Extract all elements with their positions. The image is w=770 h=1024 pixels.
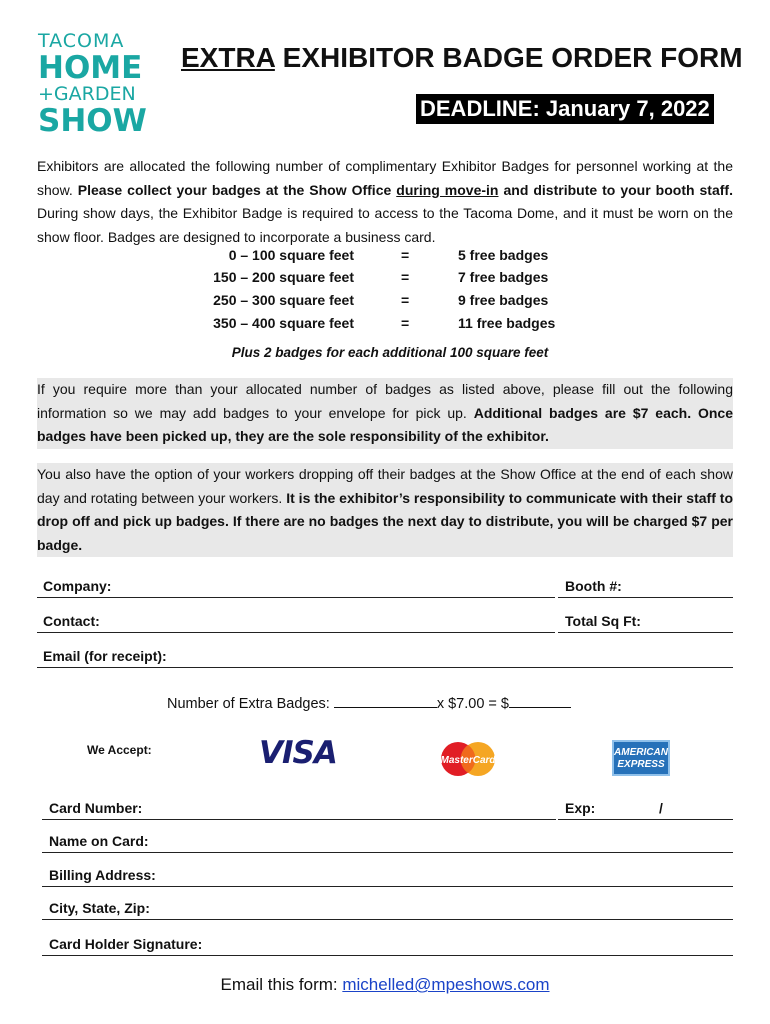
drop-off-paragraph [37,463,733,557]
card-number-label: Card Number: [49,800,143,816]
allocation-equals: = [401,315,410,331]
logo-line-1: TACOMA [38,30,125,52]
card-number-field[interactable] [42,819,556,820]
email-label: Email (for receipt): [43,648,167,664]
mastercard-logo [438,740,498,778]
billing-address-label: Billing Address: [49,867,156,883]
allocation-badges: 11 free badges [458,315,556,331]
allocation-equals: = [401,269,410,285]
allocation-row [0,247,770,269]
tacoma-home-garden-show-logo [38,32,148,137]
exp-separator: / [659,800,663,816]
contact-label: Contact: [43,613,100,629]
allocation-equals: = [401,247,410,263]
para3-text: You also have the option of your workers dropping off their badges at the Show Office at the end of each show day and rotating between your workers. [37,466,733,506]
extra-badges-total-field[interactable] [509,694,571,708]
logo-line-3: +GARDEN [38,83,136,105]
allocation-badges: 9 free badges [458,292,549,308]
extra-badges-calculation [167,694,571,712]
allocation-size: 0 – 100 square feet [228,247,354,263]
allocation-size: 250 – 300 square feet [213,292,354,308]
allocation-equals: = [401,292,410,308]
we-accept-label: We Accept: [87,743,152,757]
total-sqft-label: Total Sq Ft: [565,613,641,629]
allocation-badges: 7 free badges [458,269,549,285]
extra-badges-count-field[interactable] [334,694,437,708]
email-field[interactable] [37,667,733,668]
allocation-row [0,269,770,291]
signature-field[interactable] [42,955,733,956]
name-on-card-field[interactable] [42,852,733,853]
additional-badges-note: Plus 2 badges for each additional 100 square feet [231,345,549,360]
logo-line-4: SHOW [38,103,147,139]
company-field[interactable] [37,597,555,598]
form-title [181,42,743,74]
title-rest: EXHIBITOR BADGE ORDER FORM [274,42,743,73]
mastercard-text: MasterCard [440,755,496,766]
intro-bold-1: Please collect your badges at the Show Office [77,181,397,198]
deadline-banner: DEADLINE: January 7, 2022 [416,94,714,124]
visa-logo: VISA [259,735,337,771]
title-extra: EXTRA [181,42,275,73]
email-link[interactable]: michelled@mpeshows.com [342,975,550,994]
amex-line-1: AMERICAN [614,747,668,758]
billing-address-field[interactable] [42,886,733,887]
american-express-logo [612,740,670,776]
extra-badges-paragraph [37,378,733,449]
allocation-size: 350 – 400 square feet [213,315,354,331]
footer-label: Email this form: [220,975,343,994]
allocation-size: 150 – 200 square feet [213,269,354,285]
allocation-badges: 5 free badges [458,247,549,263]
exp-label: Exp: [565,800,596,816]
total-sqft-field[interactable] [558,632,733,633]
exp-field[interactable] [558,819,733,820]
booth-label: Booth #: [565,578,622,594]
booth-field[interactable] [558,597,733,598]
contact-field[interactable] [37,632,555,633]
para2-text: If you require more than your allocated number of badges as listed above, please fill out the following information so we may add badges to your envelope for pick up. [37,381,733,421]
intro-paragraph [37,155,733,249]
para3-bold: It is the exhibitor’s responsibility to communicate with their staff to drop off and pick up badges. If there are no badges the next day to distribute, you will be charged $7 per badge. [37,489,733,553]
city-state-zip-field[interactable] [42,919,733,920]
allocation-row [0,292,770,314]
footer [0,975,770,995]
logo-line-2: HOME [38,50,143,86]
intro-bold-2: and distribute to your booth staff. [498,181,733,198]
allocation-row [0,315,770,337]
intro-text-2: During show days, the Exhibitor Badge is required to access to the Tacoma Dome, and it must be worn on the show floor. Badges are designed to incorporate a business card. [37,205,733,245]
signature-label: Card Holder Signature: [49,936,203,952]
company-label: Company: [43,578,112,594]
amex-line-2: EXPRESS [617,759,665,770]
city-state-zip-label: City, State, Zip: [49,900,150,916]
extra-badges-label: Number of Extra Badges: [167,696,334,712]
extra-badges-price: x $7.00 = $ [436,696,509,712]
para2-bold: Additional badges are $7 each. Once badges have been picked up, they are the sole responsibility of the exhibitor. [37,404,733,444]
intro-text-1: Exhibitors are allocated the following number of complimentary Exhibitor Badges for personnel working at the show. [37,158,733,198]
name-on-card-label: Name on Card: [49,833,149,849]
intro-bold-underline: during move-in [396,181,499,198]
